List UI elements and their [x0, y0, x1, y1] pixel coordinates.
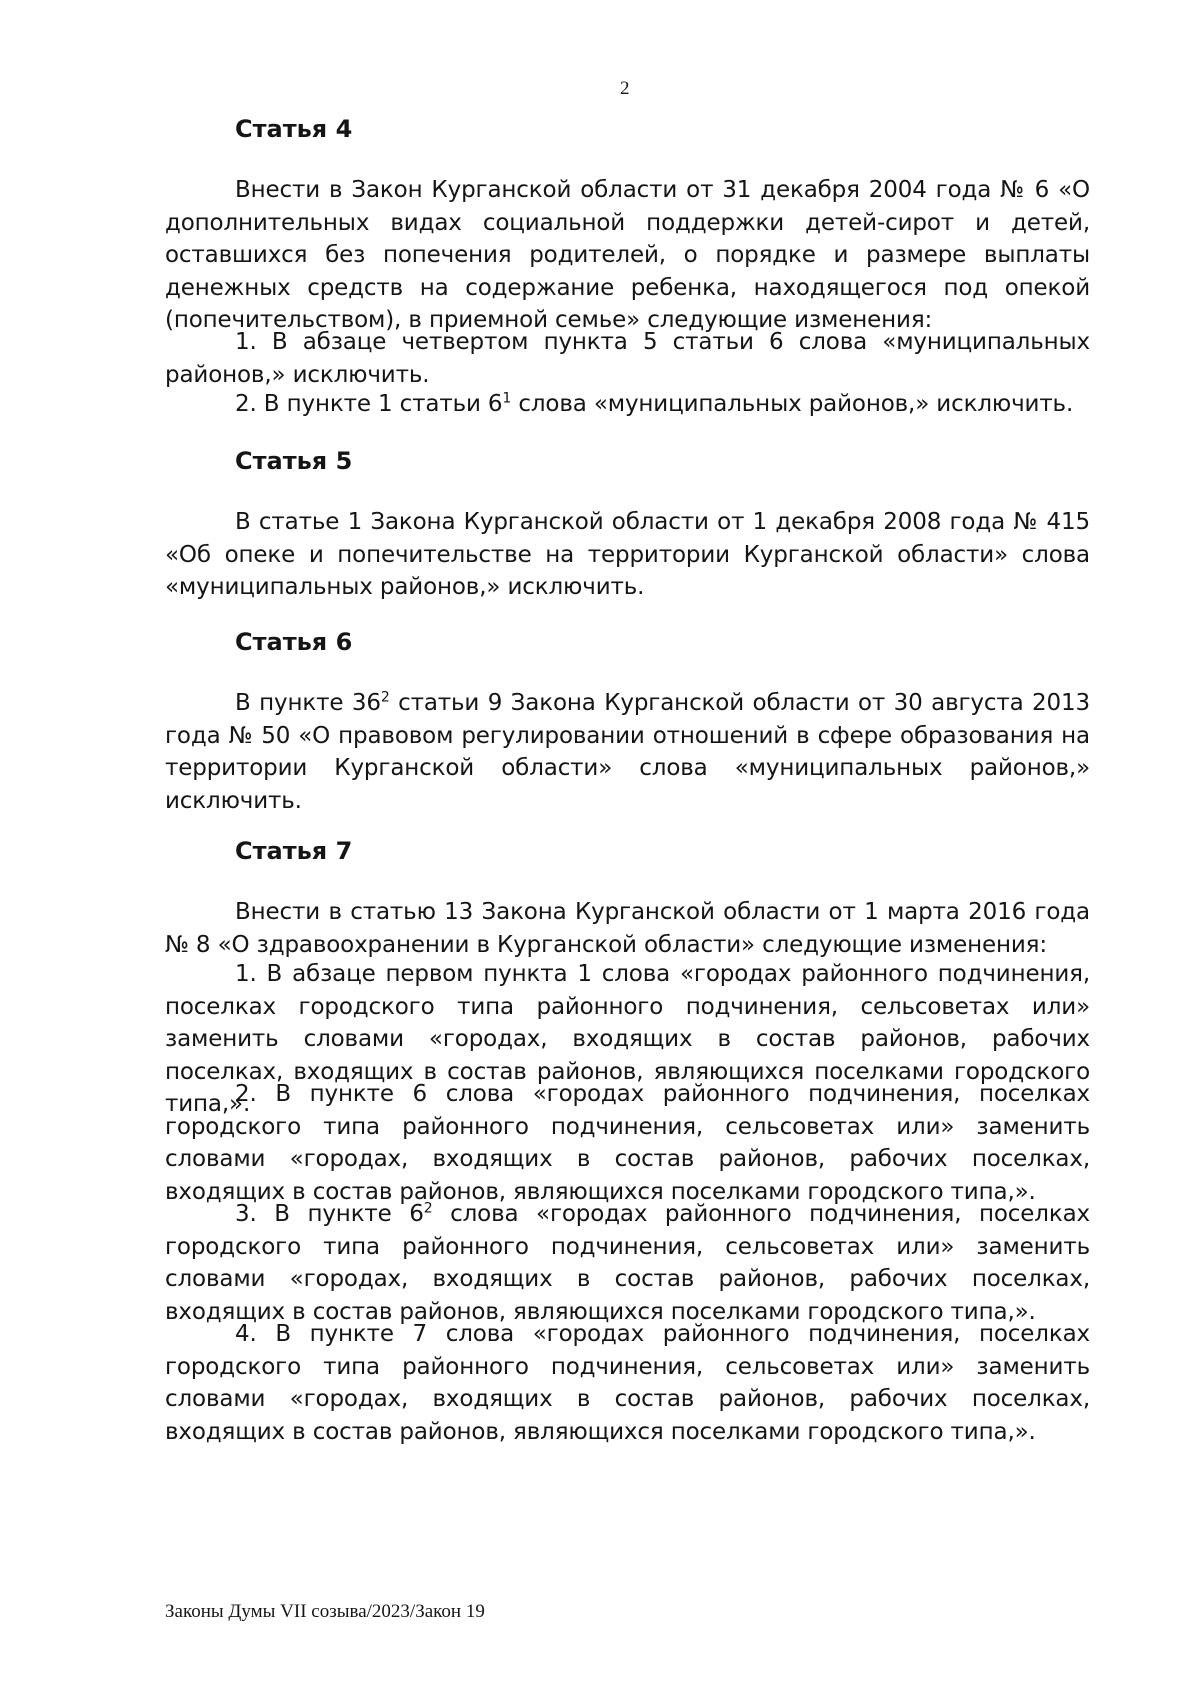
- article-4-heading: Статья 4: [235, 115, 353, 143]
- article-4-item-1: 1. В абзаце четвертом пункта 5 статьи 6 слова «муниципальных районов,» исключить.: [165, 329, 1090, 388]
- article-4-paragraph-1: Внести в Закон Курганской области от 31 декабря 2004 года № 6 «О дополнительных видах социальной поддержки детей-сирот и детей, оставшихся без попечения родителей, о порядке и размере выплаты денежных средств на содержание ребенка, находящегося под опекой (попечительством), в приемной семье» следующие изменения:: [165, 177, 1090, 334]
- page-number: 2: [620, 78, 630, 99]
- article-6-paragraph-1: В пункте $36^2$ статьи 9 Закона Курганской области от 30 августа 2013 года № 50 «О правовом регулировании отношений в сфере образования на территории Курганской области» слова «муниципальных районов,» исключить.: [165, 689, 1090, 814]
- superscript: 2: [380, 689, 390, 706]
- superscript: 2: [423, 1200, 433, 1217]
- article-7-heading: Статья 7: [235, 837, 353, 865]
- article-7-item-4: 4. В пункте 7 слова «городах районного подчинения, поселках городского типа районного подчинения, сельсоветах или» заменить словами «городах, входящих в состав районов, рабочих поселках, входящих в состав районов, являющихся поселками городского типа,».: [165, 1321, 1090, 1445]
- footer-reference: Законы Думы VII созыва/2023/Закон 19: [165, 1601, 485, 1622]
- superscript: 1: [502, 390, 512, 407]
- article-5-paragraph-1: В статье 1 Закона Курганской области от 1 декабря 2008 года № 415 «Об опеке и попечительстве на территории Курганской области» слова «муниципальных районов,» исключить.: [165, 509, 1090, 601]
- article-6-heading: Статья 6: [235, 628, 353, 656]
- article-7-item-3: 3. В пункте $6^2$ слова «городах районного подчинения, поселках городского типа районного подчинения, сельсоветах или» заменить словами «городах, входящих в состав районов, рабочих поселках, входящих в состав районов, являющихся поселками городского типа,».: [165, 1200, 1090, 1325]
- article-7-item-2: 2. В пункте 6 слова «городах районного подчинения, поселках городского типа районного подчинения, сельсоветах или» заменить словами «городах, входящих в состав районов, рабочих поселках, входящих в состав районов, являющихся поселками городского типа,».: [165, 1081, 1090, 1205]
- article-7-item-1: 1. В абзаце первом пункта 1 слова «городах районного подчинения, поселках городского типа районного подчинения, сельсоветах или» заменить словами «городах, входящих в состав районов, рабочих поселках, входящих в состав районов, являющихся поселками городского типа,».: [165, 961, 1090, 1118]
- article-4-item-2: 2. В пункте 1 статьи $6^1$ слова «муниципальных районов,» исключить.: [235, 390, 1074, 417]
- article-7-paragraph-1: Внести в статью 13 Закона Курганской области от 1 марта 2016 года № 8 «О здравоохранении в Курганской области» следующие изменения:: [165, 899, 1090, 958]
- article-5-heading: Статья 5: [235, 447, 353, 475]
